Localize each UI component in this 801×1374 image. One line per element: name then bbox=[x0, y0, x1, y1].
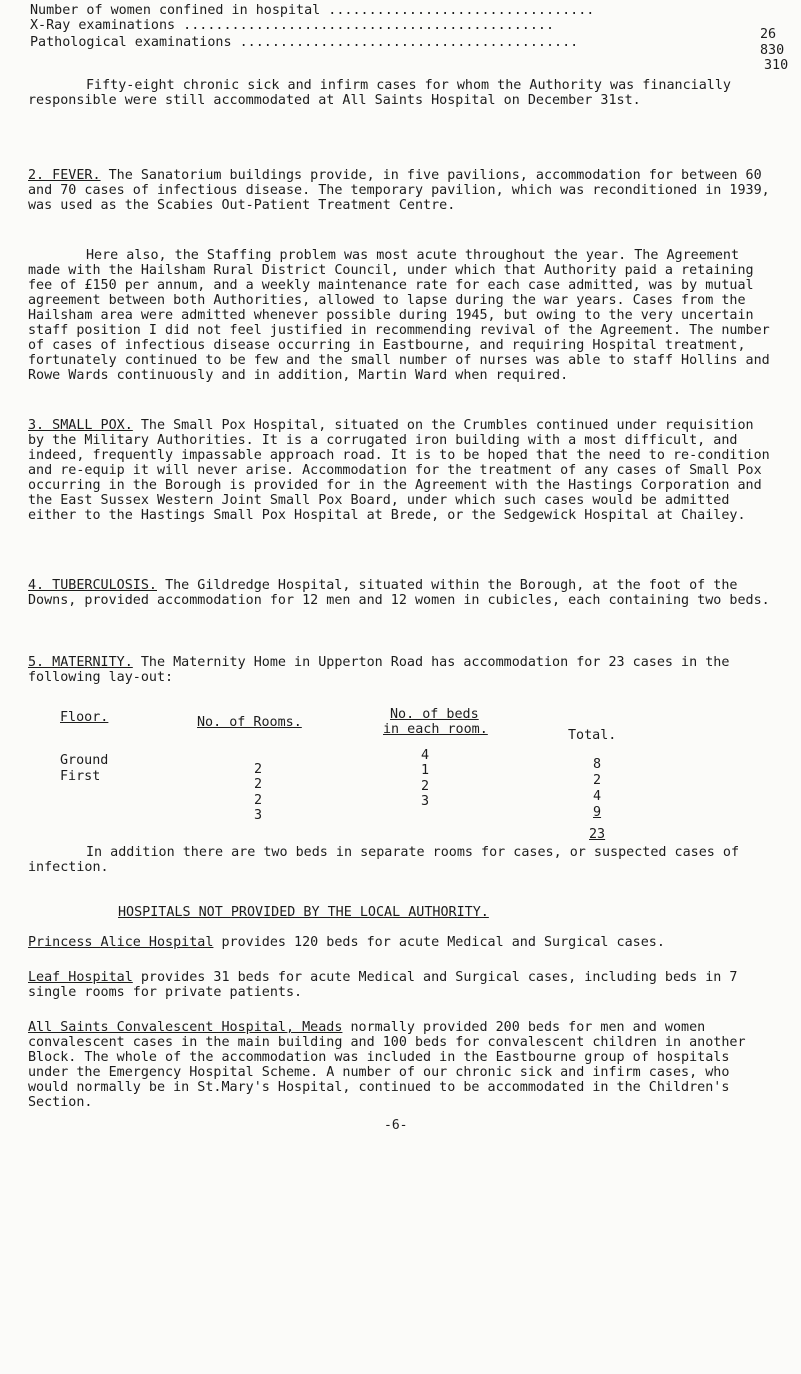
all-saints-text: normally provided 200 beds for men and women convalescent cases in the main building and 100 beds for convalescent children in another Block. The whole of the accommodation was included in the Eastbourne group of hospitals under the Emergency Hospital Scheme. A number of our chronic sick and infirm cases, who would normally be in St.Mary's Hospital, continued to be accommodated in the Children's Section. bbox=[28, 1020, 746, 1110]
table-rooms: 2 bbox=[254, 777, 263, 792]
princess-alice-text: provides 120 beds for acute Medical and Surgical cases. bbox=[221, 935, 665, 950]
table-beds: 3 bbox=[421, 794, 430, 809]
table-beds: 2 bbox=[421, 779, 430, 794]
table-header-beds: No. of beds bbox=[390, 707, 479, 722]
table-total: 8 bbox=[593, 757, 602, 772]
maternity-text: The Maternity Home in Upperton Road has accommodation for 23 cases in the following lay-out: bbox=[28, 655, 730, 685]
small-pox-section bbox=[28, 418, 773, 523]
all-saints-entry bbox=[28, 1020, 773, 1110]
hospitals-heading: HOSPITALS NOT PROVIDED BY THE LOCAL AUTHORITY. bbox=[118, 905, 489, 920]
table-header-beds-sub: in each room. bbox=[383, 722, 488, 737]
princess-alice-entry bbox=[28, 935, 773, 950]
fever-staffing-paragraph: Here also, the Staffing problem was most acute throughout the year. The Agreement made with the Hailsham Rural District Council, under which that Authority paid a retaining fee of £150 per annum, and a weekly maintenance rate for each case admitted, was by mutual agreement between both Authorities, allowed to lapse during the war years. Cases from the Hailsham area were admitted whenever possible during 1945, but owing to the very uncertain staff position I did not feel justified in recommending revival of the Agreement. The number of cases of infectious disease occurring in Eastbourne, and requiring Hospital treatment, fortunately continued to be few and the small number of nurses was able to staff Hollins and Rowe Wards continuously and in addition, Martin Ward when required. bbox=[28, 248, 770, 383]
tuberculosis-section bbox=[28, 578, 773, 608]
small-pox-heading: 3. SMALL POX. bbox=[28, 418, 133, 433]
table-header-total: Total. bbox=[568, 728, 617, 743]
table-beds: 1 bbox=[421, 763, 430, 778]
table-header-floor: Floor. bbox=[60, 710, 109, 725]
table-grand-total: 23 bbox=[589, 827, 606, 842]
table-floor: First bbox=[60, 769, 101, 784]
fever-section bbox=[28, 168, 773, 213]
tuberculosis-heading: 4. TUBERCULOSIS. bbox=[28, 578, 157, 593]
additional-beds-paragraph: In addition there are two beds in separate rooms for cases, or suspected cases of infection. bbox=[28, 845, 740, 875]
table-total: 4 bbox=[593, 789, 602, 804]
all-saints-name: All Saints Convalescent Hospital, Meads bbox=[28, 1020, 343, 1035]
maternity-heading: 5. MATERNITY. bbox=[28, 655, 133, 670]
chronic-sick-paragraph: Fifty-eight chronic sick and infirm cases for whom the Authority was financially responsible were still accommodated at All Saints Hospital on December 31st. bbox=[28, 78, 731, 108]
tuberculosis-text: The Gildredge Hospital, situated within the Borough, at the foot of the Downs, provided accommodation for 12 men and 12 women in cubicles, each containing two beds. bbox=[28, 578, 770, 608]
leaf-hospital-name: Leaf Hospital bbox=[28, 970, 133, 985]
table-rooms: 3 bbox=[254, 808, 263, 823]
fever-text: The Sanatorium buildings provide, in five pavilions, accommodation for between 60 and 70 cases of infectious disease. The temporary pavilion, which was reconditioned in 1939, was used as the Scabies Out-Patient Treatment Centre. bbox=[28, 168, 770, 213]
fever-heading: 2. FEVER. bbox=[28, 168, 101, 183]
table-total: 9 bbox=[593, 805, 602, 820]
maternity-section bbox=[28, 655, 773, 685]
top-list-value: 830 bbox=[760, 43, 785, 58]
top-list-value: 26 bbox=[760, 27, 777, 42]
top-list-value: 310 bbox=[764, 58, 789, 73]
top-list-item: Pathological examinations .......................................... bbox=[30, 35, 579, 50]
page-number: -6- bbox=[384, 1118, 408, 1133]
table-rooms: 2 bbox=[254, 793, 263, 808]
table-beds: 4 bbox=[421, 748, 430, 763]
table-floor: Ground bbox=[60, 753, 109, 768]
small-pox-text: The Small Pox Hospital, situated on the Crumbles continued under requisition by the Military Authorities. It is a corrugated iron building with a most difficult, and indeed, frequently impassable approach road. It is to be hoped that the need to re-condition and re-equip it will never arise. Accommodation for the treatment of any cases of Small Pox occurring in the Borough is provided for in the Agreement with the Hastings Corporation and the East Sussex Western Joint Small Pox Board, under which such cases would be admitted either to the Hastings Small Pox Hospital at Brede, or the Sedgewick Hospital at Chailey. bbox=[28, 418, 770, 523]
table-rooms: 2 bbox=[254, 762, 263, 777]
princess-alice-name: Princess Alice Hospital bbox=[28, 935, 214, 950]
leaf-hospital-text: provides 31 beds for acute Medical and Surgical cases, including beds in 7 single rooms for private patients. bbox=[28, 970, 738, 1000]
top-list-item: Number of women confined in hospital ................................. bbox=[30, 3, 595, 18]
table-total: 2 bbox=[593, 773, 602, 788]
table-header-rooms: No. of Rooms. bbox=[197, 715, 302, 730]
top-list-item: X-Ray examinations .............................................. bbox=[30, 18, 555, 33]
leaf-hospital-entry bbox=[28, 970, 773, 1000]
